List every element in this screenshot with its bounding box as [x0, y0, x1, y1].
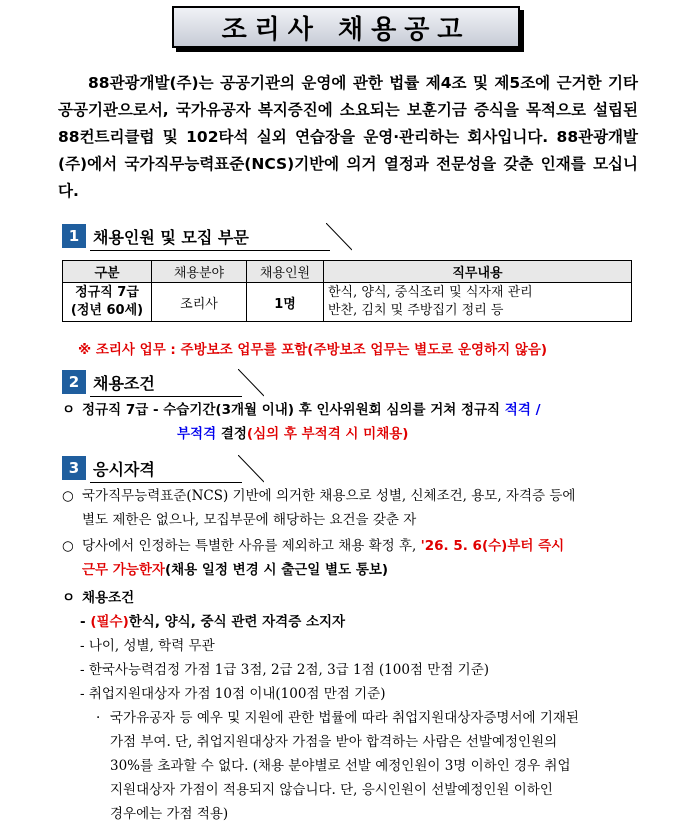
list-item	[62, 484, 642, 508]
circle-bullet-icon: ○	[62, 538, 74, 554]
highlight-red: (필수)	[90, 614, 129, 630]
sub-text-cont: 30%를 초과할 수 없다. (채용 분야별로 선발 예정인원이 3명 이하인 경우 취업	[110, 758, 571, 774]
section-underline	[90, 396, 242, 397]
text-segment: 결정	[216, 426, 247, 442]
highlight-red: '26. 5. 6(수)부터 즉시	[420, 538, 565, 554]
sub-text-cont: 지원대상자 가점이 적용되지 않습니다. 단, 응시인원이 선발예정인원 이하인	[110, 782, 553, 798]
section-slash	[238, 369, 264, 397]
section-number: 1	[62, 224, 86, 248]
highlight-blue: 부적격	[177, 426, 217, 442]
table-row	[63, 283, 632, 322]
text-segment: 당사에서 인정하는 특별한 사유를 제외하고 채용 확정 후,	[82, 538, 421, 554]
section-title: 응시자격	[93, 459, 155, 479]
category-line: (정년 60세)	[70, 303, 144, 318]
page-title: 조리사 채용공고	[172, 6, 520, 48]
conditions-title: 채용조건	[82, 590, 135, 606]
bullet-icon: ㅇ	[62, 590, 76, 606]
highlight-red: 근무 가능한자	[82, 562, 165, 578]
section-underline	[90, 250, 330, 251]
col-header-count: 채용인원	[247, 261, 324, 283]
condition-item: - 나이, 성별, 학력 무관	[80, 638, 215, 654]
section-number: 3	[62, 456, 86, 480]
section-slash	[238, 455, 264, 483]
sub-item	[62, 706, 642, 730]
col-header-duty: 직무내용	[324, 261, 632, 283]
text-segment: (채용 일정 변경 시 출근일 별도 통보)	[164, 562, 389, 578]
condition-item: - 한국사능력검정 가점 1급 3점, 2급 2점, 3급 1점 (100점 만점 기준)	[80, 662, 490, 678]
list-item	[62, 586, 642, 610]
duty-line: 한식, 양식, 중식조리 및 식자재 관리	[328, 285, 533, 300]
item-text-cont: 별도 제한은 없으나, 모집부문에 해당하는 요건을 갖춘 자	[82, 512, 417, 528]
text-segment: 정규직 7급 - 수습기간(3개월 이내) 후 인사위원회 심의를 거쳐 정규직	[82, 402, 505, 418]
condition-line-2	[62, 422, 642, 446]
eligibility-list	[62, 484, 642, 826]
cell-field: 조리사	[152, 283, 247, 322]
section-slash	[326, 223, 352, 251]
category-line: 정규직 7급	[75, 285, 139, 300]
item-text-cont	[62, 558, 642, 582]
circle-bullet-icon: ○	[62, 488, 74, 504]
duty-line: 반찬, 김치 및 주방집기 정리 등	[328, 303, 504, 318]
cell-duty	[324, 283, 632, 322]
intro-paragraph	[58, 70, 638, 205]
table-header-row	[63, 261, 632, 283]
item-text: 국가직무능력표준(NCS) 기반에 의거한 채용으로 성별, 신체조건, 용모, 자격증 등에	[82, 488, 576, 504]
recruitment-table	[62, 260, 632, 322]
col-header-field: 채용분야	[152, 261, 247, 283]
text-segment: 한식, 양식, 중식 관련 자격증 소지자	[128, 614, 346, 630]
intro-text: 88관광개발(주)는 공공기관의 운영에 관한 법률 제4조 및 제5조에 근거한 기타공공기관으로서, 국가유공자 복지증진에 소요되는 보훈기금 증식을 목적으로 설립된 88컨트리클럽 및 102타석 실외 연습장을 운영·관리하는 회사입니다. 88관광개발(주)에서 국가직무능력표준(NCS)기반에 의거 열정과 전문성을 갖춘 인재를 모십니다.	[58, 74, 638, 200]
item-text	[82, 534, 564, 558]
employment-conditions	[62, 398, 642, 446]
sub-text: 국가유공자 등 예우 및 지원에 관한 법률에 따라 취업지원대상자증명서에 기재된	[110, 710, 579, 726]
dot-bullet-icon: ·	[96, 710, 101, 726]
section-title: 채용조건	[93, 373, 155, 393]
list-item	[62, 534, 642, 558]
bullet-icon: ㅇ	[62, 402, 76, 418]
cell-category	[63, 283, 152, 322]
text-segment: -	[80, 614, 91, 630]
highlight-blue: 적격 /	[504, 402, 541, 418]
condition-item	[62, 610, 642, 634]
section-number: 2	[62, 370, 86, 394]
condition-item: - 취업지원대상자 가점 10점 이내(100점 만점 기준)	[80, 686, 386, 702]
sub-text-cont: 경우에는 가점 적용)	[110, 806, 229, 822]
notice-text: ※ 조리사 업무 : 주방보조 업무를 포함(주방보조 업무는 별도로 운영하지 않음)	[78, 342, 548, 358]
section-title: 채용인원 및 모집 부문	[93, 227, 249, 247]
cell-count: 1명	[247, 283, 324, 322]
condition-line	[62, 398, 642, 422]
section-1-header	[62, 224, 249, 248]
condition-text	[82, 398, 541, 422]
highlight-red: (심의 후 부적격 시 미채용)	[246, 426, 409, 442]
section-3-header	[62, 456, 155, 480]
section-underline	[90, 482, 242, 483]
sub-text-cont: 가점 부여. 단, 취업지원대상자 가점을 받아 합격하는 사람은 선발예정인원의	[110, 734, 558, 750]
section-2-header	[62, 370, 155, 394]
col-header-category: 구분	[63, 261, 152, 283]
